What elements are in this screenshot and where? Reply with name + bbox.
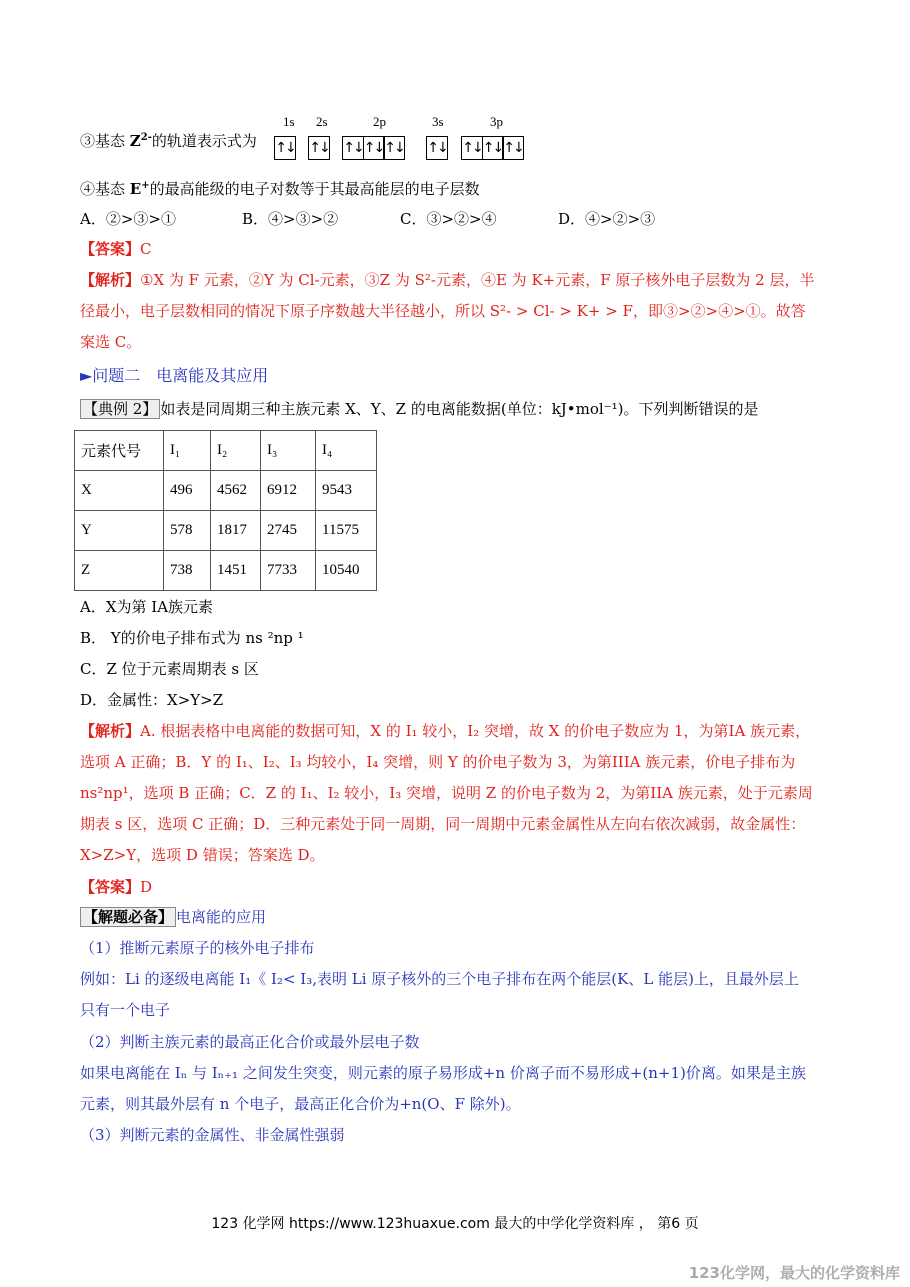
orbital-box: ↑↓	[482, 136, 504, 160]
essentials-p1-title: （1）推断元素原子的核外电子排布	[80, 939, 315, 957]
table-cell: 2745	[261, 511, 316, 551]
analysis-2-line-2: 选项 A 正确；B．Y 的 I₁、I₂、I₃ 均较小，I₄ 突增，则 Y 的价电子数为 3，为第IIIA 族元素，价电子排布为	[80, 753, 796, 771]
option2-c: C．Z 位于元素周期表 s 区	[80, 660, 259, 678]
essentials-p2-line-2: 元素，则其最外层有 n 个电子，最高正化合价为+n(O、F 除外)。	[80, 1095, 521, 1113]
item-3-charge: 2-	[140, 132, 152, 143]
essentials-title: 电离能的应用	[176, 908, 267, 926]
analysis-2-line-1	[80, 721, 810, 741]
analysis-2-line-3: ns²np¹，选项 B 正确；C．Z 的 I₁、I₂ 较小，I₃ 突增，说明 Z 的价电子数为 2，为第IIA 族元素，处于元素周	[80, 784, 813, 802]
analysis-2-line-5: X>Z>Y，选项 D 错误；答案选 D。	[80, 846, 325, 864]
orbital-boxes-3p	[461, 136, 524, 160]
essentials-tag: 【解题必备】	[80, 907, 176, 927]
orbital-label-2p: 2p	[373, 114, 386, 129]
orbital-label-3p: 3p	[490, 114, 503, 129]
table-header-cell: I₃	[261, 431, 316, 471]
analysis-1-line-1	[80, 270, 814, 290]
essentials-p1-line-2: 只有一个电子	[80, 1001, 171, 1019]
orbital-box: ↑↓	[308, 136, 330, 160]
answer-2	[80, 877, 152, 897]
orbital-boxes-2p	[342, 136, 405, 160]
orbital-box: ↑↓	[461, 136, 483, 160]
table-header-cell: I₄	[316, 431, 377, 471]
essentials-heading	[80, 907, 266, 927]
analysis-2-line-4: 期表 s 区，选项 C 正确；D．三种元素处于同一周期，同一周期中元素金属性从左向右依次减弱，故金属性：	[80, 815, 806, 833]
orbital-box: ↑↓	[383, 136, 405, 160]
orbital-box: ↑↓	[363, 136, 385, 160]
table-cell: Y	[75, 511, 164, 551]
table-cell: 4562	[211, 471, 261, 511]
orbital-box: ↑↓	[426, 136, 448, 160]
answer-1-tag: 【答案】	[80, 240, 141, 258]
item-4-prefix: ④基态	[80, 180, 130, 198]
essentials-p3-title: （3）判断元素的金属性、非金属性强弱	[80, 1126, 345, 1144]
orbital-box: ↑↓	[274, 136, 296, 160]
answer-2-value: D	[140, 878, 153, 896]
example-2-tag: 【典例 2】	[80, 399, 160, 419]
item-4	[80, 176, 480, 199]
essentials-p2-line-1: 如果电离能在 Iₙ 与 Iₙ₊₁ 之间发生突变，则元素的原子易形成+n 价离子而不易形成+(n+1)价离。如果是主族	[80, 1064, 806, 1082]
option-a: A．②>③>①	[80, 210, 176, 228]
section-title: ►问题二 电离能及其应用	[80, 366, 269, 385]
table-cell: 1817	[211, 511, 261, 551]
orbital-label-3s: 3s	[432, 114, 444, 129]
option-b: B．④>③>②	[242, 210, 339, 228]
table-header-cell: I₁	[164, 431, 211, 471]
analysis-1-tag: 【解析】	[80, 271, 141, 289]
item-4-symbol: E	[129, 180, 142, 198]
table-cell: 11575	[316, 511, 377, 551]
table-row	[75, 551, 377, 591]
analysis-1-line-2: 径最小，电子层数相同的情况下原子序数越大半径越小，所以 S²- > Cl- > K+ > F，即③>②>④>①。故答	[80, 302, 806, 320]
table-header-row	[75, 431, 377, 471]
analysis-2-tag: 【解析】	[80, 722, 141, 740]
option-c: C．③>②>④	[400, 210, 497, 228]
orbital-boxes-3s	[426, 136, 448, 160]
table-cell: 9543	[316, 471, 377, 511]
option2-d: D．金属性：X>Y>Z	[80, 691, 224, 709]
essentials-p2-title: （2）判断主族元素的最高正化合价或最外层电子数	[80, 1033, 420, 1051]
table-header-cell: 元素代号	[75, 431, 164, 471]
item-3	[80, 128, 257, 151]
table-cell: 496	[164, 471, 211, 511]
table-cell: 738	[164, 551, 211, 591]
table-cell: Z	[75, 551, 164, 591]
option-d: D．④>②>③	[558, 210, 656, 228]
orbital-boxes-1s	[274, 136, 296, 160]
item-3-prefix: ③基态	[80, 132, 130, 150]
example-2-text: 如表是同周期三种主族元素 X、Y、Z 的电离能数据(单位：kJ•mol⁻¹)。下列判断错误的是	[160, 400, 759, 418]
table-cell: 10540	[316, 551, 377, 591]
page-footer: 123 化学网 https://www.123huaxue.com 最大的中学化学资料库 ， 第6 页	[211, 1216, 699, 1232]
orbital-box: ↑↓	[342, 136, 364, 160]
analysis-2-text-1: A. 根据表格中电离能的数据可知，X 的 I₁ 较小，I₂ 突增，故 X 的价电子数应为 1，为第IA 族元素，	[140, 722, 811, 740]
table-header-cell: I₂	[211, 431, 261, 471]
option2-b: B． Y的价电子排布式为 ns ²np ¹	[80, 629, 304, 647]
orbital-box: ↑↓	[502, 136, 524, 160]
table-cell: X	[75, 471, 164, 511]
orbital-label-1s: 1s	[283, 114, 295, 129]
analysis-1-line-3: 案选 C。	[80, 333, 142, 351]
item-4-suffix: 的最高能级的电子对数等于其最高能层的电子层数	[149, 180, 480, 198]
essentials-p1-line-1: 例如：Li 的逐级电离能 I₁《 I₂< I₃,表明 Li 原子核外的三个电子排布在两个能层(K、L 能层)上，且最外层上	[80, 970, 799, 988]
table-row	[75, 471, 377, 511]
table-cell: 6912	[261, 471, 316, 511]
table-cell: 578	[164, 511, 211, 551]
ionization-table	[74, 430, 377, 591]
table-cell: 7733	[261, 551, 316, 591]
table-row	[75, 511, 377, 551]
example-2	[80, 399, 759, 419]
option2-a: A．X为第 IA族元素	[80, 598, 214, 616]
item-4-charge: +	[141, 180, 150, 191]
item-3-suffix: 的轨道表示式为	[151, 132, 257, 150]
orbital-label-2s: 2s	[316, 114, 328, 129]
table-cell: 1451	[211, 551, 261, 591]
watermark: 123化学网，最大的化学资料库	[688, 1264, 900, 1282]
orbital-boxes-2s	[308, 136, 330, 160]
analysis-1-text-1: ①X 为 F 元素，②Y 为 Cl-元素，③Z 为 S²-元素，④E 为 K+元素，F 原子核外电子层数为 2 层，半	[140, 271, 815, 289]
item-3-symbol: Z	[129, 132, 141, 150]
answer-1	[80, 239, 152, 259]
answer-1-value: C	[140, 240, 152, 258]
answer-2-tag: 【答案】	[80, 878, 141, 896]
